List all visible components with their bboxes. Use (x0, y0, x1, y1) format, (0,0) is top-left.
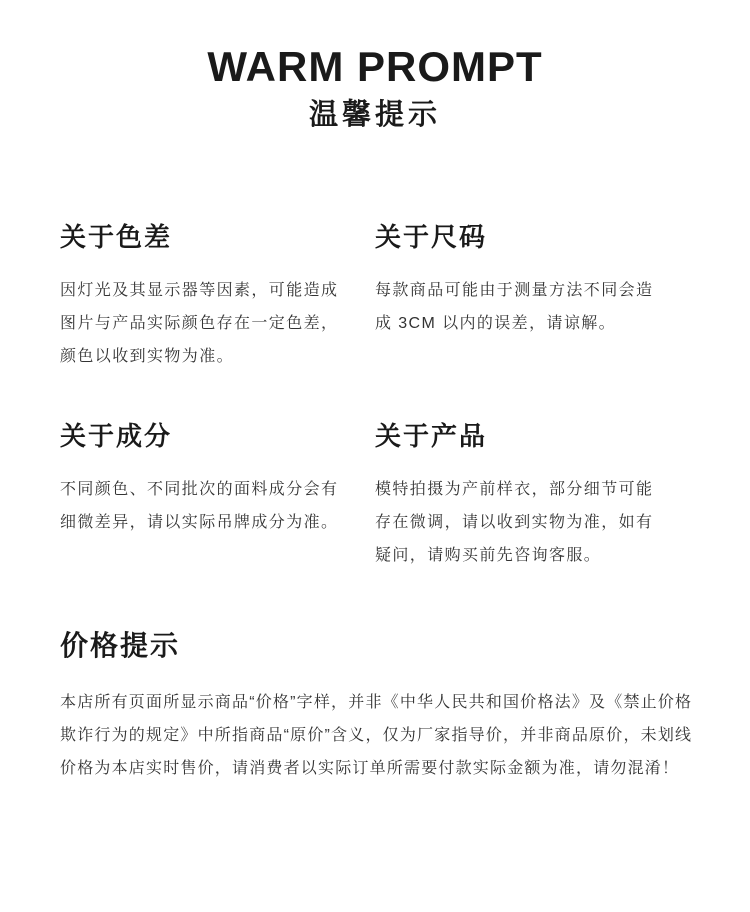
price-notice-section (60, 632, 695, 785)
price-notice-heading: 价格提示 (60, 630, 181, 661)
section-heading-composition: 关于成分 (60, 421, 173, 451)
section-body-color-difference: 因灯光及其显示器等因素，可能造成图片与产品实际颜色存在一定色差，颜色以收到实物为准。 (60, 282, 339, 365)
section-color-difference (60, 224, 375, 373)
notice-sections-grid (60, 224, 690, 572)
page-title-chinese: 温馨提示 (308, 99, 441, 131)
section-body-composition: 不同颜色、不同批次的面料成分会有细微差异，请以实际吊牌成分为准。 (60, 481, 339, 531)
page-title-english: WARM PROMPT (207, 43, 543, 90)
section-heading-product: 关于产品 (375, 421, 488, 451)
page-header (0, 0, 750, 130)
section-body-product: 模特拍摄为产前样衣，部分细节可能存在微调，请以收到实物为准，如有疑问，请购买前先咨询客服。 (375, 481, 654, 564)
section-body-size: 每款商品可能由于测量方法不同会造成 3CM 以内的误差，请谅解。 (375, 282, 654, 332)
section-heading-size: 关于尺码 (375, 222, 488, 252)
section-size (375, 224, 690, 373)
section-product (375, 423, 690, 572)
section-composition (60, 423, 375, 572)
price-notice-body: 本店所有页面所显示商品“价格”字样，并非《中华人民共和国价格法》及《禁止价格欺诈行为的规定》中所指商品“原价”含义，仅为厂家指导价，并非商品原价，未划线价格为本店实时售价，请消费者以实际订单所需要付款实际金额为准，请勿混淆！ (60, 694, 693, 777)
section-heading-color-difference: 关于色差 (60, 222, 173, 252)
